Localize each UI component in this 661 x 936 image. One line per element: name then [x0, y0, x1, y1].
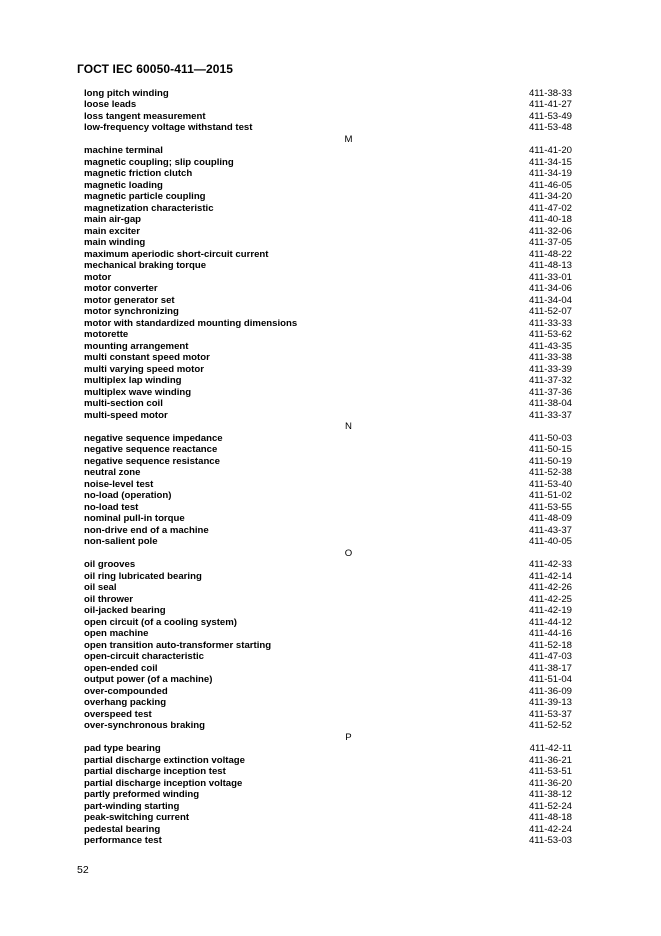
index-code: 411-38-33 [528, 87, 572, 99]
index-entry [84, 502, 572, 514]
index-code: 411-42-11 [529, 743, 572, 754]
index-term: oil ring lubricated bearing [84, 570, 202, 582]
section-letter-label: M [344, 133, 353, 145]
index-term: loose leads [84, 99, 137, 110]
index-code: 411-53-49 [528, 110, 572, 122]
index-term: main air-gap [84, 214, 142, 225]
index-term: multi-section coil [84, 398, 163, 409]
index-term: performance test [84, 835, 162, 846]
index-term: negative sequence reactance [84, 444, 218, 455]
index-entry [84, 778, 572, 790]
index-entry [84, 513, 572, 525]
index-term: open-ended coil [84, 662, 158, 674]
index-code: 411-53-37 [528, 708, 572, 720]
index-code: 411-34-06 [528, 283, 572, 294]
index-term: main exciter [84, 225, 140, 237]
index-code: 411-52-38 [528, 467, 572, 478]
index-term: multiplex wave winding [84, 386, 192, 398]
index-code: 411-53-03 [528, 835, 572, 846]
index-code: 411-41-20 [528, 145, 572, 156]
index-code: 411-34-20 [528, 191, 572, 202]
index-term: nominal pull-in torque [84, 513, 185, 524]
index-entry [84, 812, 572, 824]
index-term: open transition auto-transformer starting [84, 639, 272, 651]
index-term: non-salient pole [84, 536, 158, 547]
index-term: loss tangent measurement [84, 110, 206, 122]
index-entry [84, 168, 572, 180]
index-code: 411-36-21 [528, 754, 572, 766]
index-code: 411-47-03 [528, 651, 572, 662]
index-entry [84, 398, 572, 410]
index-term: output power (of a machine) [84, 674, 213, 685]
section-letter-label: P [345, 731, 352, 743]
index-term: pad type bearing [84, 743, 161, 754]
index-entry [84, 686, 572, 698]
index-term: motor with standardized mounting dimensions [84, 317, 298, 329]
index-code: 411-39-13 [528, 697, 572, 708]
index-code: 411-36-20 [528, 777, 572, 789]
index-code: 411-37-05 [528, 237, 572, 248]
index-term: overhang packing [84, 697, 167, 708]
index-entry [84, 444, 572, 456]
index-code: 411-34-19 [528, 168, 572, 179]
index-term: over-synchronous braking [84, 720, 206, 731]
index-term: mechanical braking torque [84, 260, 207, 271]
index-entry [84, 571, 572, 583]
index-code: 411-42-26 [528, 582, 572, 593]
index-code: 411-44-16 [528, 628, 572, 639]
index-code: 411-33-39 [528, 363, 572, 375]
index-entry [84, 824, 572, 836]
index-entry [84, 387, 572, 399]
index-term: non-drive end of a machine [84, 524, 209, 536]
index-term: multiplex lap winding [84, 375, 182, 386]
index-code: 411-48-18 [528, 812, 572, 823]
index-code: 411-52-18 [528, 639, 572, 651]
index-term: over-compounded [84, 685, 168, 697]
index-code: 411-44-12 [528, 616, 572, 628]
index-code: 411-52-24 [528, 800, 572, 812]
index-entry [84, 594, 572, 606]
index-entry [84, 226, 572, 238]
index-entry [84, 697, 572, 709]
index-term: motor converter [84, 283, 158, 294]
index-entry [84, 157, 572, 169]
index-entry [84, 88, 572, 100]
index-term: multi constant speed motor [84, 352, 210, 363]
index-term: open-circuit characteristic [84, 651, 204, 662]
section-letter-label: N [345, 421, 352, 432]
index-term: neutral zone [84, 467, 141, 478]
index-entry [84, 640, 572, 652]
index-entry [84, 617, 572, 629]
index-entry [84, 789, 572, 801]
index-code: 411-48-13 [528, 260, 572, 271]
index-term: long pitch winding [84, 87, 169, 99]
index-entry [84, 559, 572, 571]
index-code: 411-52-52 [528, 720, 572, 731]
index-code: 411-40-05 [528, 536, 572, 547]
index-entry [84, 720, 572, 732]
index-code: 411-48-22 [528, 248, 572, 260]
index-entry [84, 318, 572, 330]
index-term: main winding [84, 237, 146, 248]
index-code: 411-51-02 [528, 490, 572, 501]
index-entry [84, 490, 572, 502]
index-entry [84, 467, 572, 479]
index-code: 411-50-03 [528, 432, 572, 444]
index-term: magnetic loading [84, 179, 163, 191]
index-term: no-load (operation) [84, 490, 172, 501]
index-entry [84, 433, 572, 445]
index-term: open circuit (of a cooling system) [84, 616, 237, 628]
index-entry [84, 99, 572, 111]
index-term: noise-level test [84, 478, 154, 490]
index-entry [84, 272, 572, 284]
index-code: 411-52-07 [528, 306, 572, 317]
index-term: pedestal bearing [84, 823, 161, 835]
index-term: motor synchronizing [84, 306, 179, 317]
index-code: 411-34-04 [528, 294, 572, 306]
document-header: ГОСТ IEC 60050-411—2015 [77, 62, 234, 76]
index-term: multi-speed motor [84, 409, 168, 421]
index-code: 411-43-37 [528, 524, 572, 536]
index-entry [84, 283, 572, 295]
index-code: 411-53-48 [528, 122, 572, 133]
index-term: oil thrower [84, 593, 134, 605]
index-term: oil seal [84, 582, 117, 593]
index-entry [84, 628, 572, 640]
index-code: 411-53-40 [528, 478, 572, 490]
index-code: 411-47-02 [528, 202, 572, 214]
index-code: 411-43-35 [528, 340, 572, 352]
index-term: no-load test [84, 501, 139, 513]
index-entry [84, 479, 572, 491]
index-code: 411-37-32 [528, 375, 572, 386]
index-term: magnetic friction clutch [84, 168, 193, 179]
index-entry [84, 410, 572, 422]
index-term: magnetic particle coupling [84, 191, 206, 202]
index-entry [84, 341, 572, 353]
index-code: 411-50-15 [528, 444, 572, 455]
index-code: 411-33-01 [528, 271, 572, 283]
index-term: negative sequence resistance [84, 455, 220, 467]
index-term: mounting arrangement [84, 340, 189, 352]
index-entry [84, 582, 572, 594]
index-entry [84, 663, 572, 675]
index-code: 411-48-09 [528, 513, 572, 524]
index-entry [84, 801, 572, 813]
index-entry [84, 111, 572, 123]
index-entry [84, 295, 572, 307]
index-term: negative sequence impedance [84, 432, 223, 444]
index-term: motor [84, 271, 112, 283]
index-code: 411-42-19 [528, 605, 572, 616]
index-code: 411-33-37 [528, 409, 572, 421]
index-code: 411-32-06 [528, 225, 572, 237]
index-term: part-winding starting [84, 800, 180, 812]
index-code: 411-42-24 [528, 823, 572, 835]
index-entry [84, 674, 572, 686]
index-code: 411-33-33 [528, 317, 572, 329]
index-entry [84, 755, 572, 767]
index-code: 411-38-12 [528, 789, 572, 800]
index-term: partial discharge inception test [84, 766, 226, 777]
index-code: 411-34-15 [528, 156, 572, 168]
index-entry [84, 456, 572, 468]
section-letter [84, 134, 572, 146]
index-code: 411-42-14 [528, 570, 572, 582]
index-entry [84, 249, 572, 261]
index-term: machine terminal [84, 145, 163, 156]
index-entry [84, 536, 572, 548]
index-entry [84, 180, 572, 192]
index-term: multi varying speed motor [84, 363, 204, 375]
index-entry [84, 306, 572, 318]
index-code: 411-41-27 [528, 99, 572, 110]
index-term: partly preformed winding [84, 789, 200, 800]
index-entry [84, 237, 572, 249]
section-letter [84, 548, 572, 560]
index-code: 411-50-19 [528, 455, 572, 467]
index-entry [84, 835, 572, 847]
term-index [84, 88, 572, 847]
index-code: 411-37-36 [528, 386, 572, 398]
index-code: 411-51-04 [528, 674, 572, 685]
section-letter-label: O [344, 547, 353, 559]
index-entry [84, 260, 572, 272]
index-term: partial discharge extinction voltage [84, 754, 246, 766]
index-entry [84, 766, 572, 778]
index-term: magnetic coupling; slip coupling [84, 156, 234, 168]
index-term: maximum aperiodic short-circuit current [84, 248, 269, 260]
index-entry [84, 122, 572, 134]
index-term: motorette [84, 329, 129, 340]
section-letter [84, 732, 572, 744]
index-entry [84, 375, 572, 387]
index-entry [84, 352, 572, 364]
index-code: 411-33-38 [528, 352, 572, 363]
index-code: 411-53-51 [528, 766, 572, 777]
index-entry [84, 525, 572, 537]
index-term: oil grooves [84, 559, 136, 570]
index-entry [84, 743, 572, 755]
index-entry [84, 709, 572, 721]
index-entry [84, 605, 572, 617]
index-term: oil-jacked bearing [84, 605, 166, 616]
index-entry [84, 329, 572, 341]
index-code: 411-53-62 [528, 329, 572, 340]
index-term: magnetization characteristic [84, 202, 214, 214]
index-code: 411-38-17 [528, 662, 572, 674]
section-letter [84, 421, 572, 433]
index-code: 411-53-55 [528, 501, 572, 513]
page-number: 52 [77, 864, 89, 876]
index-code: 411-36-09 [528, 685, 572, 697]
index-entry [84, 145, 572, 157]
index-term: overspeed test [84, 708, 152, 720]
index-term: low-frequency voltage withstand test [84, 122, 253, 133]
index-code: 411-38-04 [528, 398, 572, 409]
index-code: 411-42-33 [528, 559, 572, 570]
index-term: open machine [84, 628, 149, 639]
index-term: partial discharge inception voltage [84, 777, 243, 789]
index-entry [84, 203, 572, 215]
index-code: 411-46-05 [528, 179, 572, 191]
index-code: 411-42-25 [528, 593, 572, 605]
index-term: peak-switching current [84, 812, 190, 823]
index-entry [84, 651, 572, 663]
index-entry [84, 364, 572, 376]
index-entry [84, 191, 572, 203]
index-code: 411-40-18 [528, 214, 572, 225]
index-entry [84, 214, 572, 226]
index-term: motor generator set [84, 294, 175, 306]
